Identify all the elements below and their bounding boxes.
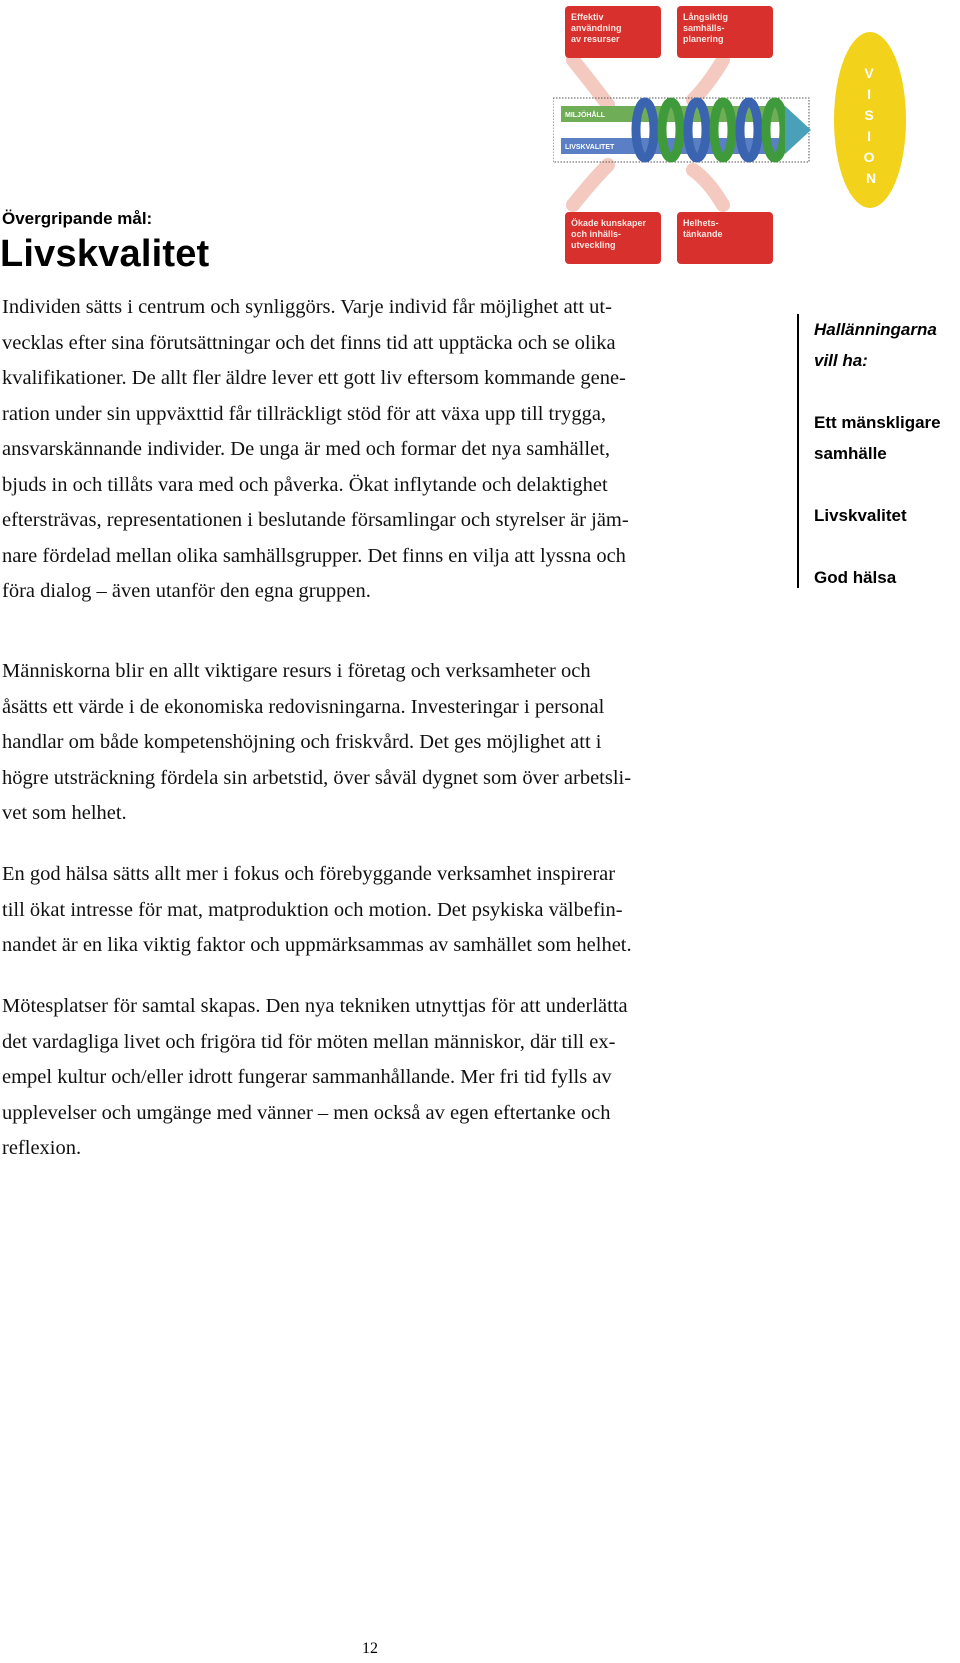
- text-line: det vardagliga livet och frigöra tid för möten mellan människor, där till ex-: [2, 1030, 616, 1053]
- curved-arrow-top-right: [693, 60, 723, 100]
- text-line: vet som helhet.: [2, 802, 127, 824]
- curved-arrow-bottom-left: [573, 165, 608, 205]
- sidebar-title-line: vill ha:: [814, 351, 868, 370]
- text-line: Människorna blir en allt viktigare resurs i företag och verksamheter och: [2, 660, 591, 682]
- text-line: reflexion.: [2, 1137, 82, 1159]
- box-top-left-line2: användning: [571, 23, 622, 33]
- sidebar-item-line: Ett mänskligare: [814, 413, 941, 432]
- vision-letter-6: N: [865, 170, 877, 186]
- sidebar-title-line: Hallänningarna: [814, 320, 937, 339]
- vision-letter-2: I: [867, 86, 871, 102]
- sidebar-item-line: Livskvalitet: [814, 506, 907, 525]
- paragraph-2: [2, 654, 631, 832]
- text-line: nandet är en lika viktig faktor och uppmärksammas av samhället som helhet.: [2, 934, 632, 956]
- curved-arrow-bottom-right: [693, 170, 723, 205]
- text-line: handlar om både kompetenshöjning och friskvård. Det ges möjlighet att i: [2, 731, 602, 753]
- paragraph-4: [2, 989, 628, 1167]
- text-line: åsätts ett värde i de ekonomiska redovisningarna. Investeringar i personal: [2, 695, 605, 718]
- text-line: bjuds in och tillåts vara med och påverka. Ökat inflytande och delaktighet: [2, 473, 608, 496]
- box-top-right-line2: samhälls-: [683, 23, 725, 33]
- vision-letter-4: I: [867, 128, 871, 144]
- text-line: ansvarskännande individer. De unga är med och formar det nya samhället,: [2, 438, 610, 460]
- band-top-label: MILJÖHÅLL: [565, 112, 605, 119]
- text-line: nare fördelad mellan olika samhällsgrupper. Det finns en vilja att lyssna och: [2, 544, 626, 567]
- box-top-right-line3: planering: [683, 34, 724, 44]
- sidebar-item-line: samhälle: [814, 444, 887, 463]
- sidebar-item-livskvalitet: [814, 500, 907, 531]
- sidebar-item-line: God hälsa: [814, 568, 897, 587]
- text-line: Individen sätts i centrum och synliggörs. Varje individ får möjlighet att ut-: [2, 296, 612, 318]
- text-line: ration under sin uppväxttid får tillräckligt stöd för att växa upp till trygga,: [2, 402, 607, 425]
- page-number: 12: [362, 1640, 378, 1657]
- text-line: till ökat intresse för mat, matproduktion och motion. Det psykiska välbefin-: [2, 898, 623, 921]
- text-line: Mötesplatser för samtal skapas. Den nya tekniken utnyttjas för att underlätta: [2, 995, 628, 1017]
- box-top-left-line1: Effektiv: [571, 12, 604, 22]
- text-line: föra dialog – även utanför den egna gruppen.: [2, 580, 371, 602]
- section-subtitle: Övergripande mål:: [2, 209, 153, 228]
- sidebar-item-god-halsa: [814, 562, 896, 593]
- box-bottom-left-line3: utveckling: [571, 240, 616, 250]
- band-bottom-label: LIVSKVALITET: [565, 144, 615, 151]
- box-bottom-left-line1: Ökade kunskaper: [571, 218, 647, 228]
- text-line: högre utsträckning fördela sin arbetstid, över såväl dygnet som över arbetsli-: [2, 766, 632, 789]
- sidebar-title: [814, 314, 937, 376]
- text-line: upplevelser och umgänge med vänner – men också av egen eftertanke och: [2, 1101, 611, 1124]
- text-line: empel kultur och/eller idrott fungerar sammanhållande. Mer fri tid fylls av: [2, 1066, 612, 1088]
- vision-letter-3: S: [864, 107, 874, 123]
- box-bottom-left-line2: och inhälls-: [571, 229, 622, 239]
- box-top-right-line1: Långsiktig: [683, 12, 729, 22]
- vision-letter-1: V: [864, 65, 874, 81]
- sidebar-box: [797, 314, 959, 588]
- vision-illustration: [553, 0, 913, 270]
- page-title: Livskvalitet: [0, 233, 210, 275]
- spiral-arrowhead: [785, 106, 811, 154]
- paragraph-3: [2, 857, 632, 964]
- text-line: kvalifikationer. De allt fler äldre lever ett gott liv eftersom kommande gene-: [2, 367, 626, 389]
- text-line: En god hälsa sätts allt mer i fokus och förebyggande verksamhet inspirerar: [2, 863, 616, 885]
- paragraph-1: [2, 290, 629, 610]
- vision-letter-5: O: [863, 149, 875, 165]
- text-line: vecklas efter sina förutsättningar och det finns tid att upptäcka och se olika: [2, 331, 616, 354]
- text-line: eftersträvas, representationen i beslutande församlingar och styrelser är jäm-: [2, 509, 629, 531]
- box-bottom-right-line1: Helhets-: [683, 218, 719, 228]
- box-top-left-line3: av resurser: [571, 34, 620, 44]
- box-bottom-right-line2: tänkande: [683, 229, 723, 239]
- sidebar-item-manskligare-samhalle: [814, 407, 941, 469]
